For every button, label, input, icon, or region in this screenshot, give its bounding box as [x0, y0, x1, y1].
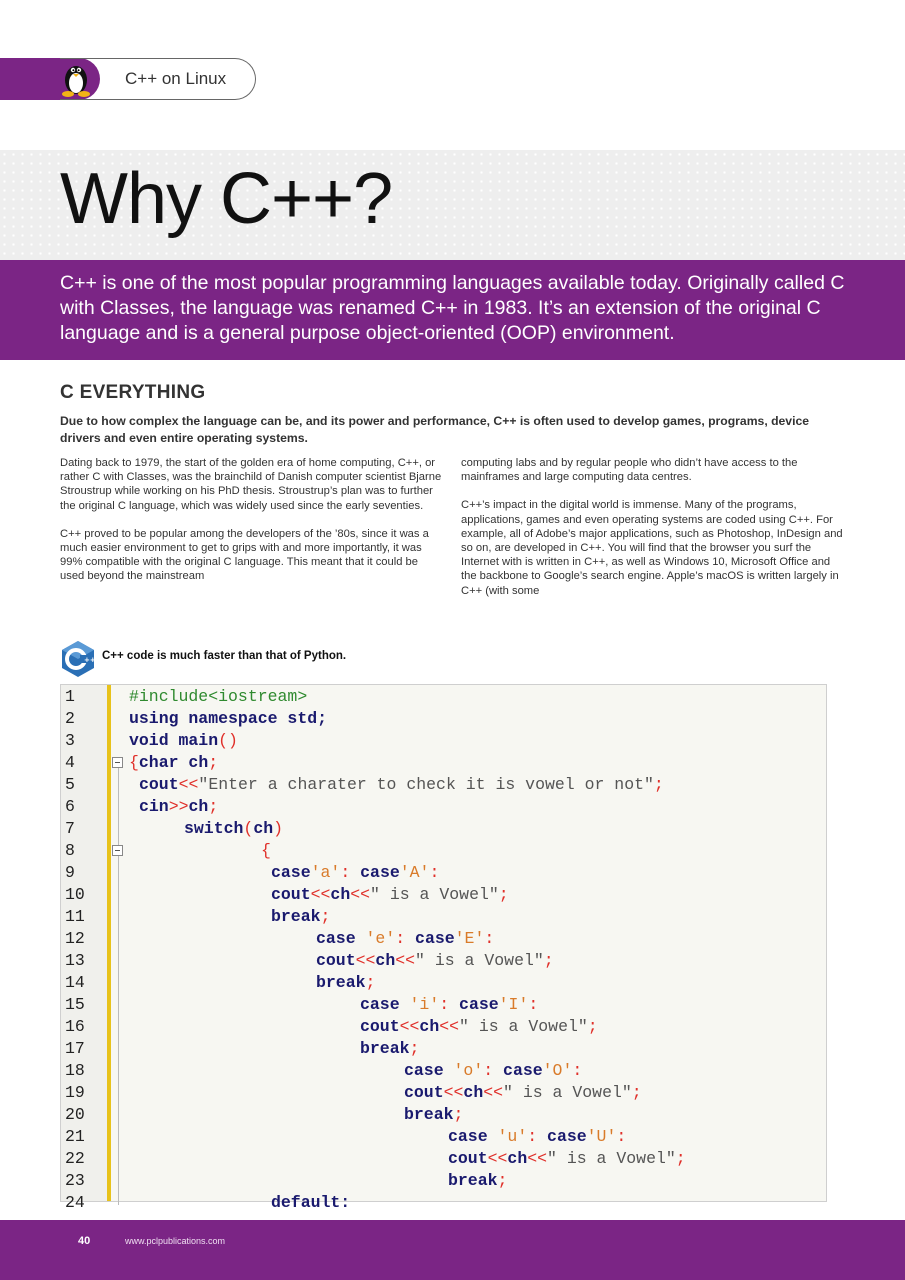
code-token: : — [528, 995, 539, 1014]
line-number: 3 — [65, 731, 75, 750]
code-token: ch — [188, 797, 209, 816]
section-tab-title: C++ on Linux — [125, 69, 227, 88]
code-token: : — [572, 1061, 583, 1080]
line-number: 2 — [65, 709, 75, 728]
code-token: ; — [208, 797, 219, 816]
code-token: ch — [330, 885, 351, 904]
string-token: "Enter a charater to check it is vowel or not" — [198, 775, 654, 794]
code-token: break — [448, 1171, 498, 1190]
char-token: 'A' — [399, 863, 430, 882]
line-number: 7 — [65, 819, 75, 838]
string-token: " is a Vowel" — [415, 951, 544, 970]
char-token: 'o' — [453, 1061, 484, 1080]
code-token: ch — [375, 951, 396, 970]
line-number: 23 — [65, 1171, 85, 1190]
code-line — [316, 951, 554, 970]
code-line — [448, 1171, 507, 1190]
code-token: ; — [453, 1105, 464, 1124]
code-token: break — [271, 907, 321, 926]
line-number: 9 — [65, 863, 75, 882]
code-line — [360, 995, 538, 1014]
char-token: 'i' — [409, 995, 440, 1014]
line-number: 18 — [65, 1061, 85, 1080]
code-token: ; — [320, 907, 331, 926]
body-paragraph: C++ proved to be popular among the developers of the ’80s, since it was a much easier environment to get to grips with and more importantly, it was 99% compatible with the original C language. This meant that it could be used beyond the mainstream — [60, 527, 429, 583]
code-line — [139, 797, 218, 816]
line-number: 1 — [65, 687, 75, 706]
code-token: () — [218, 731, 238, 750]
line-number: 5 — [65, 775, 75, 794]
body-column-left — [60, 456, 442, 598]
code-token: ; — [587, 1017, 598, 1036]
string-token: " is a Vowel" — [547, 1149, 676, 1168]
code-line — [184, 819, 283, 838]
preprocessor-token: #include<iostream> — [129, 687, 308, 706]
fold-guide — [118, 765, 119, 1205]
linux-penguin-icon — [58, 58, 94, 98]
code-token: cout — [360, 1017, 400, 1036]
line-number: 24 — [65, 1193, 85, 1212]
code-token: << — [399, 1017, 420, 1036]
code-token: << — [350, 885, 371, 904]
fold-toggle-icon[interactable] — [112, 845, 123, 856]
code-token: break — [360, 1039, 410, 1058]
code-token: case — [448, 1127, 488, 1146]
line-number: 15 — [65, 995, 85, 1014]
code-line — [360, 1039, 419, 1058]
code-token: : — [616, 1127, 627, 1146]
code-token: : — [429, 863, 440, 882]
code-token: char ch — [138, 753, 209, 772]
line-number: 19 — [65, 1083, 85, 1102]
code-line — [448, 1127, 626, 1146]
code-line — [129, 687, 307, 706]
code-token: : — [484, 929, 495, 948]
section-tab — [0, 58, 256, 100]
line-number: 14 — [65, 973, 85, 992]
char-token: 'O' — [542, 1061, 573, 1080]
cpp-logo-icon — [60, 640, 96, 678]
section-heading: C EVERYTHING — [60, 382, 206, 403]
line-number: 21 — [65, 1127, 85, 1146]
line-number: 13 — [65, 951, 85, 970]
code-token: << — [439, 1017, 460, 1036]
char-token: 'e' — [365, 929, 396, 948]
page-footer — [0, 1220, 905, 1280]
string-token: " is a Vowel" — [503, 1083, 632, 1102]
code-token: << — [483, 1083, 504, 1102]
code-token: ( — [243, 819, 254, 838]
code-token: case — [415, 929, 455, 948]
code-token: cin — [139, 797, 169, 816]
code-token: : — [395, 929, 406, 948]
code-line — [404, 1083, 642, 1102]
char-token: 'U' — [586, 1127, 617, 1146]
char-token: 'u' — [497, 1127, 528, 1146]
code-line — [271, 885, 509, 904]
page-number: 40 — [78, 1235, 91, 1247]
change-marker-bar — [107, 685, 111, 1201]
code-token: : — [439, 995, 450, 1014]
code-token: case — [316, 929, 356, 948]
code-screenshot — [60, 684, 827, 1212]
code-token: ; — [631, 1083, 642, 1102]
char-token: 'E' — [454, 929, 485, 948]
code-line — [139, 775, 664, 794]
code-line — [316, 973, 375, 992]
code-line — [261, 841, 271, 860]
code-token: break — [404, 1105, 454, 1124]
code-token: case — [459, 995, 499, 1014]
code-token: : — [527, 1127, 538, 1146]
line-number: 6 — [65, 797, 75, 816]
code-token: ch — [253, 819, 274, 838]
code-line — [316, 929, 494, 948]
code-token: using namespace std; — [129, 709, 328, 728]
code-token: cout — [448, 1149, 488, 1168]
code-line — [129, 753, 218, 772]
line-number: 11 — [65, 907, 85, 926]
code-line — [271, 1193, 350, 1212]
body-column-right — [461, 456, 843, 612]
code-token: case — [360, 863, 400, 882]
svg-text:++: ++ — [84, 656, 96, 664]
code-token: ) — [273, 819, 284, 838]
code-token: ; — [497, 1171, 508, 1190]
code-line — [271, 907, 330, 926]
code-token: ch — [463, 1083, 484, 1102]
code-line — [271, 863, 439, 882]
code-token: << — [310, 885, 331, 904]
char-token: 'a' — [310, 863, 341, 882]
code-token: default: — [271, 1193, 351, 1212]
code-token: ; — [498, 885, 509, 904]
code-token: ; — [409, 1039, 420, 1058]
intro-text: C++ is one of the most popular programming languages available today. Originally called C with Classes, the language was renamed C++ in 1983. It’s an extension of the original C language and is a general purpose object-oriented (OOP) environment. — [60, 272, 845, 344]
code-token: ; — [365, 973, 376, 992]
line-number: 10 — [65, 885, 85, 904]
code-token: { — [261, 841, 271, 860]
code-token: cout — [271, 885, 311, 904]
code-token: case — [404, 1061, 444, 1080]
code-token: ch — [507, 1149, 528, 1168]
string-token: " is a Vowel" — [459, 1017, 588, 1036]
code-token: case — [503, 1061, 543, 1080]
page-title: Why C++? — [60, 159, 393, 239]
code-token: ; — [208, 753, 219, 772]
code-line — [404, 1061, 582, 1080]
code-token: : — [483, 1061, 494, 1080]
code-token: ; — [653, 775, 664, 794]
code-token: case — [271, 863, 311, 882]
line-number: 8 — [65, 841, 75, 860]
code-token: break — [316, 973, 366, 992]
code-line — [404, 1105, 463, 1124]
body-paragraph: computing labs and by regular people who didn’t have access to the mainframes and large computing data centres. — [461, 457, 798, 484]
code-token: ch — [419, 1017, 440, 1036]
line-number: 12 — [65, 929, 85, 948]
code-token: case — [360, 995, 400, 1014]
code-token: : — [340, 863, 351, 882]
line-number: 20 — [65, 1105, 85, 1124]
code-token: switch — [184, 819, 244, 838]
code-token: << — [487, 1149, 508, 1168]
code-token: << — [527, 1149, 548, 1168]
code-token: case — [547, 1127, 587, 1146]
code-token: << — [178, 775, 199, 794]
section-lead: Due to how complex the language can be, and its power and performance, C++ is often used to develop games, programs, device drivers and even entire operating systems. — [60, 414, 810, 445]
code-token: void main — [129, 731, 219, 750]
line-number: 16 — [65, 1017, 85, 1036]
string-token: " is a Vowel" — [370, 885, 499, 904]
code-token: cout — [316, 951, 356, 970]
body-paragraph: Dating back to 1979, the start of the golden era of home computing, C++, or rather C with Classes, was the brainchild of Danish computer scientist Bjarne Stroustrup while working on his PhD thesis. Stroustrup’s plan was to further the original C language, which was widely used since the early seventies. — [60, 457, 442, 512]
code-line — [448, 1149, 686, 1168]
callout-caption: C++ code is much faster than that of Python. — [102, 650, 347, 662]
code-line — [129, 709, 327, 728]
code-token: ; — [675, 1149, 686, 1168]
body-paragraph: C++’s impact in the digital world is immense. Many of the programs, applications, games and even operating systems are coded using C++. For example, all of Adobe’s major applications, such as Photoshop, InDesign and so on, are developed in C++. You will find that the browser you surf the Internet with is written in C++, as well as Windows 10, Microsoft Office and the backbone to Google’s search engine. Apple’s macOS is written largely in C++ (with some — [461, 499, 843, 597]
code-token: << — [443, 1083, 464, 1102]
footer-url[interactable]: www.pclpublications.com — [125, 1236, 226, 1246]
code-token: { — [129, 753, 139, 772]
line-number: 4 — [65, 753, 75, 772]
code-token: << — [395, 951, 416, 970]
line-number: 22 — [65, 1149, 85, 1168]
code-token: >> — [168, 797, 189, 816]
code-token: ; — [543, 951, 554, 970]
code-line — [129, 731, 238, 750]
char-token: 'I' — [498, 995, 529, 1014]
code-line — [360, 1017, 598, 1036]
fold-toggle-icon[interactable] — [112, 757, 123, 768]
code-token: << — [355, 951, 376, 970]
code-token: cout — [404, 1083, 444, 1102]
line-number: 17 — [65, 1039, 85, 1058]
code-token: cout — [139, 775, 179, 794]
